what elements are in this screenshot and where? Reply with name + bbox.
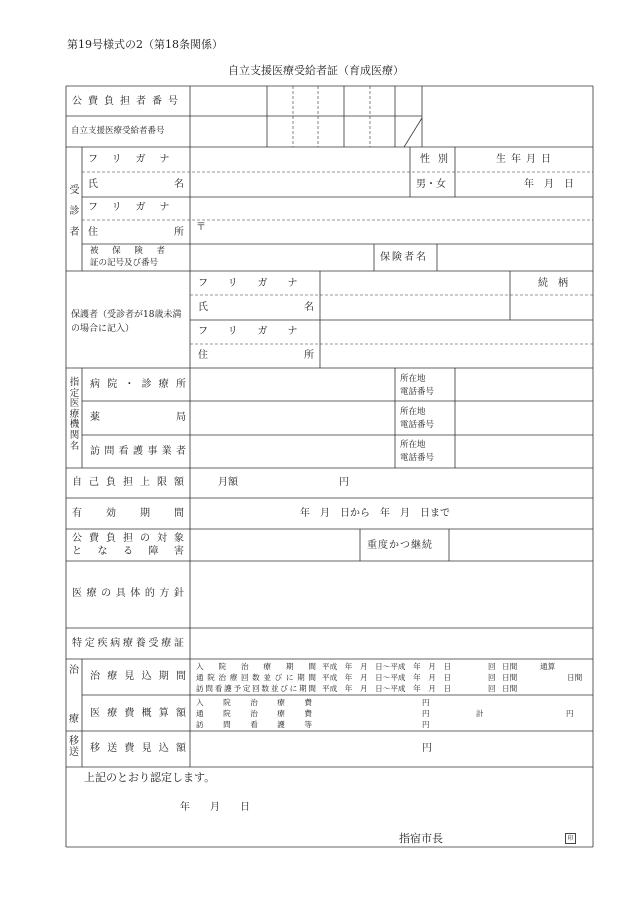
patient-furigana-field[interactable] (191, 148, 409, 171)
label-char: 限 (157, 477, 167, 488)
insurer-label: 保険者名 (380, 252, 428, 263)
label-char: 看 (214, 684, 223, 693)
address-furigana-label: フリガナ (88, 202, 184, 213)
target-disability-label-1 (72, 533, 184, 545)
label-char: 治 (250, 709, 258, 718)
label-char: 訪 (196, 720, 204, 729)
label-char: 害 (174, 546, 184, 557)
total-period-label: 通算 (540, 662, 556, 671)
label-char: 費 (89, 533, 99, 544)
label-char: る (123, 546, 133, 557)
period-row-2-days: 日間 (502, 673, 518, 682)
validity-label (72, 508, 184, 520)
label-char: び (280, 684, 288, 693)
label-char: 費 (304, 709, 312, 718)
label-char: 療 (229, 673, 238, 682)
guardian-address-label-char: 住 (198, 350, 208, 361)
pharmacy-location-label: 所在地 (400, 407, 426, 417)
label-char: 期 (158, 671, 169, 682)
label-char: 療 (277, 709, 285, 718)
label-char: 番 (152, 96, 168, 107)
specified-disease-label (72, 638, 184, 650)
label-char: 数 (252, 673, 260, 682)
label-char: 針 (173, 588, 184, 599)
label-char: な (97, 546, 108, 557)
target-disability-field[interactable] (191, 530, 359, 560)
label-char: 療 (107, 708, 118, 719)
guardian-furigana-label: フリガナ (198, 278, 318, 289)
transport-group-char-2: 送 (69, 747, 79, 758)
guardian-name-label-char: 名 (304, 302, 314, 313)
period-row-2-kind (196, 673, 316, 682)
label-char: 額 (174, 477, 184, 488)
label-char: 負 (106, 477, 116, 488)
label-char: 間 (175, 671, 186, 682)
cost-row-3-kind (196, 720, 312, 729)
transport-cost-label (90, 743, 186, 755)
label-char: び (274, 673, 283, 682)
treatment-group-char-2: 療 (69, 714, 79, 725)
label-char: 療 (263, 662, 271, 671)
label-char: 込 (141, 671, 152, 682)
label-char: 治 (218, 673, 227, 682)
period-row-1-range: 平成 年 月 日～平成 年 月 日 (322, 662, 452, 671)
label-char: 院 (218, 662, 227, 671)
label-char: 院 (223, 709, 231, 718)
patient-furigana-label: フリガナ (88, 154, 184, 165)
copay-yen: 円 (339, 477, 349, 488)
relation-label: 続柄 (538, 278, 578, 289)
label-char: 療 (158, 379, 169, 390)
label-char: 数 (261, 684, 270, 693)
hospital-tel-label: 電話番号 (400, 387, 435, 397)
treatment-cost-label (90, 708, 186, 720)
label-char: 疾 (97, 638, 108, 649)
patient-group-label: 受診者 (69, 185, 80, 238)
certification-text: 上記のとおり認定します。 (84, 771, 216, 784)
label-char: 担 (120, 96, 136, 107)
pharmacy-label-char: 薬 (90, 412, 100, 423)
cost-total-unit: 円 (566, 709, 574, 718)
cost-total-label: 計 (476, 709, 484, 718)
label-char: 問 (205, 684, 213, 693)
label-char: 公 (72, 533, 82, 544)
label-char: 号 (168, 96, 184, 107)
label-char: 療 (277, 698, 285, 707)
insured-label-2: 証の記号及び番号 (90, 258, 159, 268)
label-char: 額 (175, 743, 186, 754)
label-char: 回 (240, 673, 249, 682)
guardian-address-label (198, 350, 314, 362)
label-char: 期 (285, 662, 294, 671)
seal-mark: 印 (565, 833, 576, 844)
patient-address-label-char: 所 (174, 227, 184, 238)
label-char: 予 (233, 684, 242, 693)
label-char: 期 (298, 684, 307, 693)
label-char: 具 (115, 588, 126, 599)
label-char: 問 (223, 720, 231, 729)
label-char: 送 (107, 743, 118, 754)
birthdate-label: 生年月日 (496, 154, 556, 165)
label-char: 公 (72, 96, 88, 107)
pharmacy-label (90, 412, 186, 424)
recipient-number-label: 自立支援医療受給者番号 (71, 126, 165, 136)
label-char: 担 (123, 477, 133, 488)
guardian-address-label-char: 所 (304, 350, 314, 361)
label-char: 療 (161, 638, 172, 649)
patient-name-field[interactable] (191, 173, 409, 196)
hospital-location-label: 所在地 (400, 374, 426, 384)
hospital-label (90, 379, 186, 391)
label-char: 間 (308, 673, 316, 682)
treatment-group-char-1: 治 (69, 665, 79, 676)
guardian-name-label-char: 氏 (198, 302, 208, 313)
label-char: 方 (159, 588, 170, 599)
total-period-unit: 日間 (567, 673, 583, 682)
label-char: 定 (242, 684, 251, 693)
label-char: 概 (141, 708, 152, 719)
treatment-period-label (90, 671, 186, 683)
label-char: の (101, 588, 112, 599)
label-char: 護 (277, 720, 285, 729)
label-char: 者 (156, 246, 174, 256)
label-char: 訪 (196, 684, 204, 693)
mayor-title: 指宿市長 (399, 832, 443, 845)
label-char: 事 (147, 446, 158, 457)
label-char: 険 (134, 246, 152, 256)
target-disability-label-2 (72, 546, 184, 558)
label-char: 上 (140, 477, 150, 488)
label-char: 対 (157, 533, 167, 544)
insured-number-field[interactable] (191, 245, 373, 270)
visiting-nurse-location-label: 所在地 (400, 440, 426, 450)
gender-value: 男・女 (416, 179, 446, 190)
patient-name-label-char: 氏 (88, 179, 98, 190)
copay-amount-field[interactable] (244, 470, 336, 496)
label-char: 費 (304, 698, 312, 707)
copay-monthly-label: 月額 (218, 477, 238, 488)
label-char: 病 (110, 638, 121, 649)
label-char: に (289, 684, 298, 693)
treatment-policy-field[interactable] (191, 562, 592, 627)
insurer-name-field[interactable] (438, 245, 592, 270)
label-char: 入 (196, 698, 204, 707)
patient-name-label (88, 179, 184, 191)
label-char: 負 (104, 96, 120, 107)
public-payer-number-label (72, 96, 184, 108)
label-char: 入 (196, 662, 204, 671)
label-char: 間 (308, 662, 316, 671)
label-char: 費 (124, 743, 135, 754)
period-row-3-kind (196, 684, 316, 693)
label-char: 等 (304, 720, 312, 729)
guardian-name-field[interactable] (321, 296, 509, 319)
label-char: 間 (308, 684, 316, 693)
label-char: ・ (124, 379, 135, 390)
label-char: 診 (141, 379, 152, 390)
period-row-1-days: 日間 (502, 662, 518, 671)
pharmacy-label-char: 局 (176, 412, 186, 423)
label-char: 並 (263, 673, 271, 682)
treatment-policy-label (72, 588, 184, 600)
label-char: 体 (130, 588, 141, 599)
transport-yen: 円 (422, 743, 432, 754)
birthdate-value: 年 月 日 (524, 179, 574, 190)
period-row-3-count: 回 (488, 684, 496, 693)
transport-amount-field[interactable] (191, 732, 419, 766)
label-char: と (72, 546, 82, 557)
label-char: 見 (124, 671, 135, 682)
page-title: 自立支援医療受給者証（育成医療） (228, 64, 404, 77)
cost-row-1-unit: 円 (422, 698, 430, 707)
label-char: 業 (161, 446, 172, 457)
label-char: 費 (88, 96, 104, 107)
label-char: 的 (144, 588, 155, 599)
label-char: 定 (84, 638, 95, 649)
cost-row-1-kind (196, 698, 312, 707)
label-char: 額 (175, 708, 186, 719)
label-char: 回 (252, 684, 260, 693)
cost-row-3-unit: 円 (422, 720, 430, 729)
label-char: 訪 (90, 446, 100, 457)
gender-label: 性別 (420, 154, 456, 165)
label-char: 療 (123, 638, 133, 649)
patient-address-label (88, 227, 184, 239)
label-char: 看 (250, 720, 258, 729)
label-char: 期 (140, 508, 150, 519)
period-row-3-days: 日間 (502, 684, 518, 693)
postal-mark: 〒 (196, 222, 206, 233)
label-char: 効 (106, 508, 116, 519)
label-char: 護 (132, 446, 143, 457)
label-char: 移 (90, 743, 100, 754)
period-row-1-count: 回 (488, 662, 496, 671)
label-char: 所 (175, 379, 186, 390)
label-char: 費 (124, 708, 135, 719)
label-char: 障 (148, 546, 159, 557)
public-payer-number-field[interactable] (191, 87, 421, 115)
transport-group-char-1: 移 (69, 736, 79, 747)
serious-continuous-label: 重度かつ継続 (367, 540, 433, 551)
cost-row-2-kind (196, 709, 312, 718)
label-char: 院 (207, 673, 215, 682)
period-row-2-range: 平成 年 月 日～平成 年 月 日 (322, 673, 452, 682)
form-number: 第19号様式の2（第18条関係） (67, 38, 223, 51)
copay-limit-label (72, 477, 184, 489)
label-char: 通 (196, 673, 204, 682)
label-char: 医 (90, 708, 100, 719)
label-char: 院 (223, 698, 231, 707)
label-char: 護 (224, 684, 232, 693)
label-char: 算 (158, 708, 169, 719)
visiting-nurse-label (90, 446, 186, 458)
pharmacy-tel-label: 電話番号 (400, 420, 435, 430)
label-char: 証 (174, 638, 184, 649)
validity-value: 年 月 日から 年 月 日まで (300, 508, 450, 519)
label-char: 受 (148, 638, 159, 649)
label-char: 看 (118, 446, 129, 457)
label-char: 担 (123, 533, 133, 544)
label-char: 病 (90, 379, 100, 390)
label-char: 治 (240, 662, 249, 671)
cost-row-2-unit: 円 (422, 709, 430, 718)
label-char: に (285, 673, 294, 682)
label-char: 治 (90, 671, 100, 682)
label-char: 医 (72, 588, 82, 599)
guardian-name-label (198, 302, 314, 314)
patient-address-field[interactable] (205, 221, 592, 243)
label-char: 並 (270, 684, 279, 693)
patient-address-label-char: 住 (88, 227, 98, 238)
label-char: 見 (141, 743, 152, 754)
label-char: 者 (175, 446, 186, 457)
period-row-3-range: 平成 年 月 日～平成 年 月 日 (322, 684, 452, 693)
recipient-number-field[interactable] (191, 117, 403, 146)
label-char: 者 (136, 96, 152, 107)
label-char: 間 (174, 508, 184, 519)
period-row-1-kind (196, 662, 316, 671)
label-char: 被 (90, 246, 108, 256)
label-char: 込 (158, 743, 169, 754)
label-char: 有 (72, 508, 82, 519)
institutions-group-label: 指定医療機関名 (69, 377, 80, 452)
label-char: の (140, 533, 150, 544)
label-char: 特 (72, 638, 82, 649)
certification-date: 年 月 日 (180, 802, 250, 813)
label-char: 療 (86, 588, 97, 599)
guardian-address-furigana-label: フリガナ (198, 326, 318, 337)
period-row-2-count: 回 (488, 673, 496, 682)
label-char: 保 (112, 246, 130, 256)
label-char: 通 (196, 709, 204, 718)
label-char: 負 (106, 533, 116, 544)
patient-name-label-char: 名 (174, 179, 184, 190)
label-char: 養 (135, 638, 146, 649)
insured-label-1 (90, 246, 174, 256)
guardian-label: 保護者（受診者が18歳未満の場合に記入） (71, 310, 182, 334)
label-char: 己 (89, 477, 99, 488)
label-char: 自 (72, 477, 82, 488)
label-char: 治 (250, 698, 258, 707)
visiting-nurse-tel-label: 電話番号 (400, 453, 435, 463)
label-char: 療 (107, 671, 118, 682)
label-char: 象 (174, 533, 184, 544)
label-char: 院 (107, 379, 118, 390)
label-char: 期 (297, 673, 305, 682)
guardian-address-field[interactable] (321, 345, 592, 367)
label-char: 問 (104, 446, 115, 457)
